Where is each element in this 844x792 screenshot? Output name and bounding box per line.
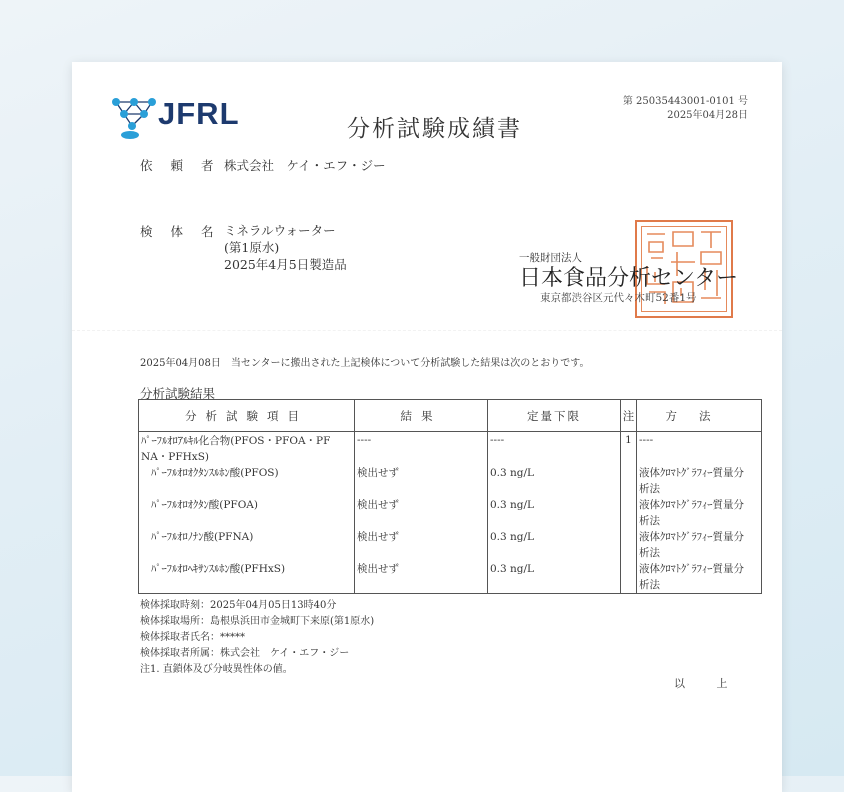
row-method: 液体ｸﾛﾏﾄｸﾞﾗﾌｨｰ質量分 析法 <box>637 497 762 529</box>
end-mark: 以 上 <box>674 677 742 690</box>
sample-name: ミネラルウォーター <box>224 223 336 238</box>
group-method: ---- <box>637 432 762 466</box>
results-section-title: 分析試験結果 <box>140 386 216 401</box>
table-row <box>139 497 762 529</box>
row-item: ﾊﾟｰﾌﾙｵﾛﾉﾅﾝ酸(PFNA) <box>139 529 355 561</box>
row-method: 液体ｸﾛﾏﾄｸﾞﾗﾌｨｰ質量分 析法 <box>637 529 762 561</box>
col-header-note: 注 <box>621 400 637 432</box>
row-item: ﾊﾟｰﾌﾙｵﾛｵｸﾀﾝ酸(PFOA) <box>139 497 355 529</box>
results-table <box>138 399 762 594</box>
page-title: 分析試験成績書 <box>347 116 522 142</box>
sample-source: (第1原水) <box>224 240 280 255</box>
sample-label: 検 体 名 <box>140 224 221 239</box>
sampler-name: 検体採取者氏名：***** <box>140 632 245 643</box>
molecule-icon <box>110 94 158 140</box>
sampler-affiliation: 検体採取者所属：株式会社 ケイ・エフ・ジー <box>140 648 350 659</box>
group-item: ﾊﾟｰﾌﾙｵﾛｱﾙｷﾙ化合物(PFOS・PFOA・PF NA・PFHxS) <box>139 432 355 466</box>
sampling-time: 検体採取時刻：2025年04月05日13時40分 <box>140 600 337 611</box>
row-limit: 0.3 ng/L <box>488 465 621 497</box>
document-number-block <box>623 95 748 123</box>
table-row <box>139 465 762 497</box>
jfrl-logo <box>110 94 245 140</box>
sampling-place: 検体採取場所：島根県浜田市金城町下来原(第1原水) <box>140 616 375 627</box>
row-limit: 0.3 ng/L <box>488 529 621 561</box>
intro-text: 2025年04月08日 当センターに搬出された上記検体について分析試験した結果は次のとおりです。 <box>140 358 590 369</box>
row-result: 検出せず <box>355 529 488 561</box>
sample-value <box>224 222 347 273</box>
row-item: ﾊﾟｰﾌﾙｵﾛｵｸﾀﾝｽﾙﾎﾝ酸(PFOS) <box>139 465 355 497</box>
row-result: 検出せず <box>355 561 488 594</box>
table-row <box>139 561 762 594</box>
issuer-org-name: 日本食品分析センター <box>519 266 739 291</box>
row-note <box>621 561 637 594</box>
col-header-item: 分析試験項目 <box>139 400 355 432</box>
row-result: 検出せず <box>355 497 488 529</box>
col-header-result: 結果 <box>355 400 488 432</box>
logo-text: JFRL <box>158 96 240 131</box>
issuer-address: 東京都渋谷区元代々木町52番1号 <box>540 292 697 304</box>
issue-date: 2025年04月28日 <box>667 110 748 121</box>
report-page <box>72 62 782 792</box>
table-row <box>139 432 762 466</box>
client-value: 株式会社 ケイ・エフ・ジー <box>224 158 386 173</box>
table-row <box>139 529 762 561</box>
divider <box>72 330 782 331</box>
col-header-limit: 定量下限 <box>488 400 621 432</box>
group-limit: ---- <box>488 432 621 466</box>
row-limit: 0.3 ng/L <box>488 497 621 529</box>
table-header-row <box>139 400 762 432</box>
row-note <box>621 529 637 561</box>
client-label: 依 頼 者 <box>140 158 221 173</box>
footnote-1: 注1. 直鎖体及び分岐異性体の値。 <box>140 664 293 675</box>
row-limit: 0.3 ng/L <box>488 561 621 594</box>
document-number: 第 25035443001-0101 号 <box>622 96 748 107</box>
row-note <box>621 497 637 529</box>
row-item: ﾊﾟｰﾌﾙｵﾛﾍｷｻﾝｽﾙﾎﾝ酸(PFHxS) <box>139 561 355 594</box>
row-method: 液体ｸﾛﾏﾄｸﾞﾗﾌｨｰ質量分 析法 <box>637 465 762 497</box>
row-method: 液体ｸﾛﾏﾄｸﾞﾗﾌｨｰ質量分 析法 <box>637 561 762 594</box>
issuer-org-type: 一般財団法人 <box>519 252 582 264</box>
row-result: 検出せず <box>355 465 488 497</box>
group-result: ---- <box>355 432 488 466</box>
col-header-method: 方法 <box>637 400 762 432</box>
row-note <box>621 465 637 497</box>
group-note: 1 <box>621 432 637 466</box>
sample-production-date: 2025年4月5日製造品 <box>224 257 347 272</box>
